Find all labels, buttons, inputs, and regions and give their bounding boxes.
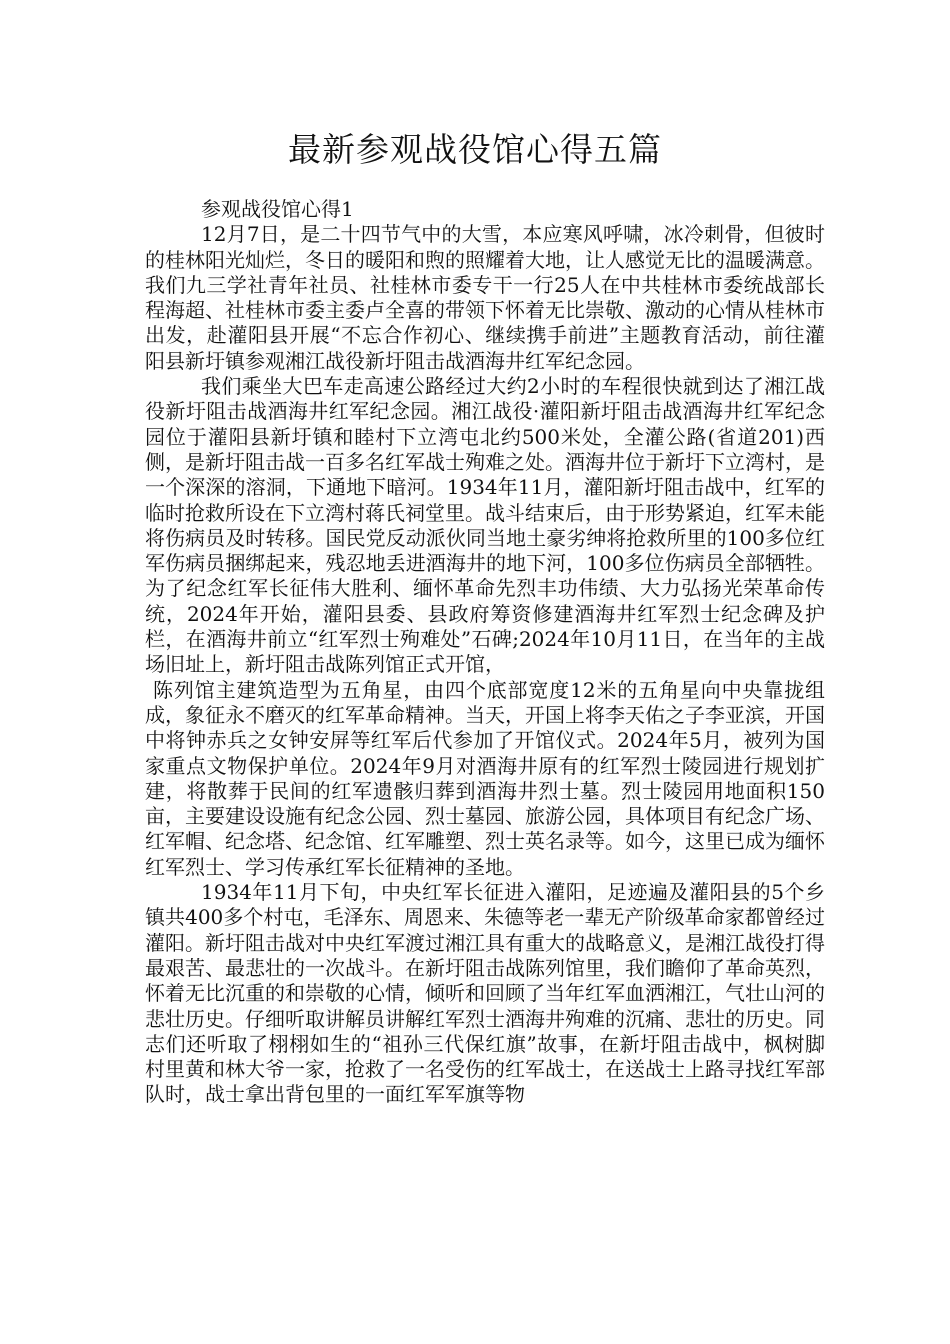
paragraph: 1934年11月下旬，中央红军长征进入灌阳，足迹遍及灌阳县的5个乡镇共400多个村屯，毛泽东、周恩来、朱德等老一辈无产阶级革命家都曾经过灌阳。新圩阻击战对中央红军渡过湘江具有重大的战略意义，是湘江战役打得最艰苦、最悲壮的一次战斗。在新圩阻击战陈列馆里，我们瞻仰了革命英烈，怀着无比沉重的和崇敬的心情，倾听和回顾了当年红军血洒湘江，气壮山河的悲壮历史。仔细听取讲解员讲解红军烈士酒海井殉难的沉痛、悲壮的历史。同志们还听取了栩栩如生的“祖孙三代保红旗”故事，在新圩阻击战中，枫树脚村里黄和林大爷一家，抢救了一名受伤的红军战士，在送战士上路寻找红军部队时，战士拿出背包里的一面红军军旗等物	[145, 880, 825, 1107]
paragraph: 12月7日，是二十四节气中的大雪，本应寒风呼啸，冰冷刺骨，但彼时的桂林阳光灿烂，冬日的暖阳和煦的照耀着大地，让人感觉无比的温暖满意。我们九三学社青年社员、社桂林市委专干一行25人在中共桂林市委统战部长程海超、社桂林市委主委卢全喜的带领下怀着无比崇敬、激动的心情从桂林市出发，赴灌阳县开展“不忘合作初心、继续携手前进”主题教育活动，前往灌阳县新圩镇参观湘江战役新圩阻击战酒海井红军纪念园。	[145, 222, 825, 373]
paragraph: 陈列馆主建筑造型为五角星，由四个底部宽度12米的五角星向中央靠拢组成，象征永不磨灭的红军革命精神。当天，开国上将李天佑之子李亚滨，开国中将钟赤兵之女钟安屏等红军后代参加了开馆仪式。2024年5月，被列为国家重点文物保护单位。2024年9月对酒海井原有的红军烈士陵园进行规划扩建，将散葬于民间的红军遗骸归葬到酒海井烈士墓。烈士陵园用地面积150亩，主要建设设施有纪念公园、烈士墓园、旅游公园，具体项目有纪念广场、红军帽、纪念塔、纪念馆、红军雕塑、烈士英名录等。如今，这里已成为缅怀红军烈士、学习传承红军长征精神的圣地。	[145, 677, 825, 879]
section-heading: 参观战役馆心得1	[201, 197, 354, 221]
document-body	[145, 197, 825, 1108]
document-title: 最新参观战役馆心得五篇	[288, 130, 662, 169]
paragraph: 我们乘坐大巴车走高速公路经过大约2小时的车程很快就到达了湘江战役新圩阻击战酒海井红军纪念园。湘江战役·灌阳新圩阻击战酒海井红军纪念园位于灌阳县新圩镇和睦村下立湾屯北约500米处，全灌公路(省道201)西侧，是新圩阻击战一百多名红军战士殉难之处。酒海井位于新圩下立湾村，是一个深深的溶洞，下通地下暗河。1934年11月，灌阳新圩阻击战中，红军的临时抢救所设在下立湾村蒋氏祠堂里。战斗结束后，由于形势紧迫，红军未能将伤病员及时转移。国民党反动派伙同当地土豪劣绅将抢救所里的100多位红军伤病员捆绑起来，残忍地丢进酒海井的地下河，100多位伤病员全部牺牲。为了纪念红军长征伟大胜利、缅怀革命先烈丰功伟绩、大力弘扬光荣革命传统，2024年开始，灌阳县委、县政府筹资修建酒海井红军烈士纪念碑及护栏，在酒海井前立“红军烈士殉难处”石碑;2024年10月11日，在当年的主战场旧址上，新圩阻击战陈列馆正式开馆，	[145, 374, 825, 677]
